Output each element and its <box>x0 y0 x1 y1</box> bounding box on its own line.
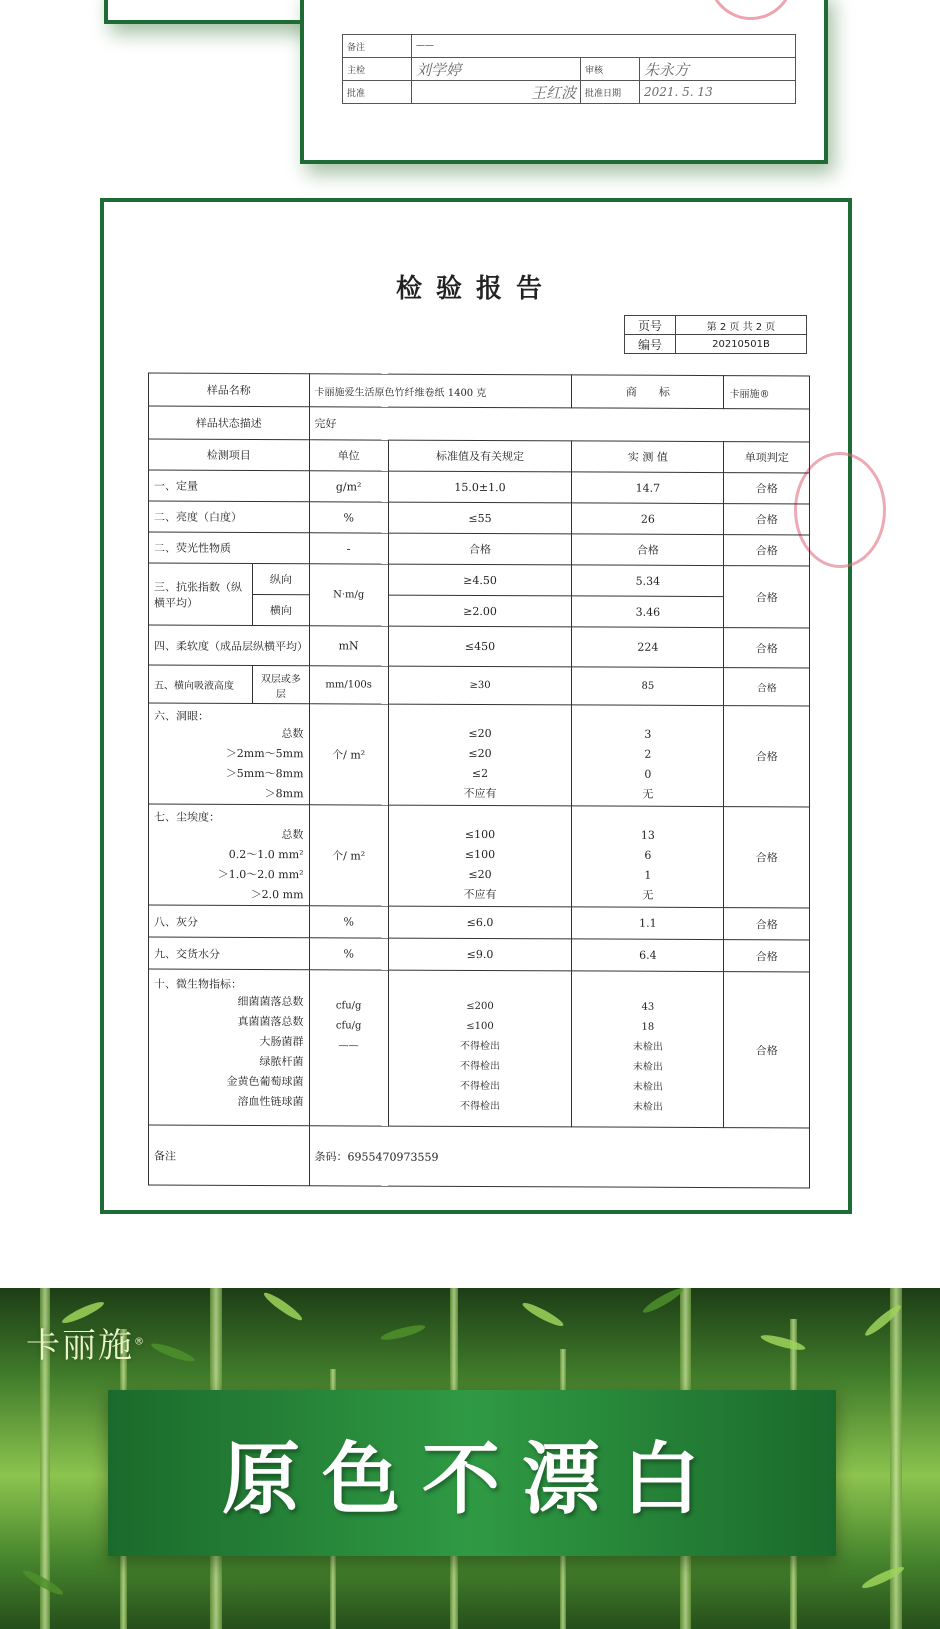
sub-item-label: 双层或多层 <box>253 666 309 704</box>
standard-cell: 15.0±1.0 <box>388 471 571 503</box>
table-header-row <box>149 439 810 473</box>
verdict-cell: 合格 <box>724 972 810 1128</box>
verdict-cell: 合格 <box>724 668 810 706</box>
sub-item-label: 大肠菌群 <box>259 1035 304 1049</box>
standard-cell: ≤2 <box>471 766 489 781</box>
unit-cell: —— <box>338 1040 359 1052</box>
standard-cell: ≤20 <box>468 746 492 761</box>
sub-item-label: ＞2mm～5mm <box>225 746 304 761</box>
verdict-cell: 合格 <box>724 628 810 668</box>
standard-cell: 合格 <box>388 533 571 565</box>
measured-cell: 6.4 <box>572 939 724 972</box>
table-row <box>149 406 810 442</box>
standard-cell: 不得检出 <box>460 1060 501 1073</box>
trademark: 卡丽施® <box>724 376 810 409</box>
standard-cell: ≤100 <box>464 847 496 862</box>
header-unit: 单位 <box>309 440 388 471</box>
sample-name-label: 样品名称 <box>149 373 310 407</box>
unit-cell: cfu/g <box>335 1020 362 1032</box>
item-label: 四、柔软度（成品层纵横平均） <box>149 625 310 666</box>
approve-date: 2021. 5. 13 <box>644 85 713 99</box>
unit-cell: % <box>309 906 388 938</box>
table-row <box>149 804 810 908</box>
measured-cell: 未检出 <box>632 1061 663 1073</box>
standard-cell: 不应有 <box>463 786 497 801</box>
slogan-panel <box>108 1390 836 1556</box>
item-label: 九、交货水分 <box>149 937 310 970</box>
item-label: 十、微生物指标： <box>154 977 242 991</box>
item-label: 二、荧光性物质 <box>149 532 310 564</box>
page-number-box <box>624 315 807 354</box>
standard-cell: 不得检出 <box>460 1080 501 1093</box>
table-row <box>149 625 810 668</box>
state-value: 完好 <box>309 407 809 442</box>
verdict-cell: 合格 <box>724 807 810 908</box>
verdict-cell: 合格 <box>724 908 810 940</box>
standard-cell: ≤6.0 <box>388 906 571 939</box>
standard-cell: ≤20 <box>468 726 492 741</box>
sub-item-label: 0.2～1.0 mm² <box>228 847 304 862</box>
inspector-signature: 刘学婷 <box>416 60 462 79</box>
signoff-table <box>342 34 796 104</box>
table-row <box>149 665 810 706</box>
reviewer-signature: 朱永方 <box>644 60 690 79</box>
standard-cell: ≥4.50 <box>388 564 571 596</box>
approve-date-label: 批准日期 <box>581 81 640 104</box>
unit-cell: mN <box>309 626 388 666</box>
sub-item-label: 金黄色葡萄球菌 <box>226 1074 304 1089</box>
table-row <box>149 373 810 409</box>
page-value: 第 2 页 共 2 页 <box>676 316 807 335</box>
table-row <box>149 532 810 566</box>
sample-name: 卡丽施爱生活原色竹纤维卷纸 1400 克 <box>309 374 572 408</box>
table-row <box>149 905 810 940</box>
standard-cell: 不得检出 <box>460 1040 501 1053</box>
table-row <box>149 937 810 972</box>
unit-cell: % <box>309 502 388 533</box>
standard-cell: ≥30 <box>388 666 571 705</box>
sub-item-label: 总数 <box>281 828 304 842</box>
inspector-label: 主检 <box>343 58 412 81</box>
unit-cell: % <box>309 938 388 970</box>
brand-logo: 卡丽施® <box>26 1326 146 1366</box>
table-row <box>149 501 810 535</box>
verdict-cell: 合格 <box>724 535 810 566</box>
measured-cell: 14.7 <box>572 472 724 504</box>
bamboo-banner <box>0 1288 940 1629</box>
signoff-card <box>300 0 828 164</box>
measured-cell: 6 <box>644 848 652 862</box>
remark-label: 备注 <box>149 1125 310 1186</box>
item-label: 七、尘埃度： <box>154 810 220 824</box>
approver-label: 批准 <box>343 81 412 104</box>
measured-cell: 未检出 <box>632 1041 663 1053</box>
table-row <box>149 470 810 504</box>
note-label: 备注 <box>343 35 412 58</box>
measured-cell: 未检出 <box>632 1081 663 1093</box>
standard-cell: ≥2.00 <box>388 595 571 627</box>
unit-cell: 个/ m² <box>309 704 388 805</box>
header-item: 检测项目 <box>149 439 310 471</box>
item-label: 三、抗张指数（纵横平均） <box>149 563 253 625</box>
sub-item-label: 真菌菌落总数 <box>237 1014 304 1029</box>
measured-cell: 1 <box>644 868 652 882</box>
item-label: 二、亮度（白度） <box>149 501 310 533</box>
inspection-report <box>100 198 852 1214</box>
measured-cell: 1.1 <box>572 907 724 940</box>
measured-cell: 18 <box>641 1021 655 1033</box>
item-label: 一、定量 <box>149 470 310 502</box>
remark-value: 条码：6955470973559 <box>309 1126 809 1188</box>
standard-cell: ≤20 <box>468 867 492 882</box>
sub-item-label: 溶血性链球菌 <box>237 1094 304 1109</box>
verdict-cell: 合格 <box>724 504 810 535</box>
measured-cell: 2 <box>644 747 652 761</box>
unit-cell: - <box>309 533 388 564</box>
approver-signature: 王红波 <box>530 83 576 102</box>
verdict-cell: 合格 <box>724 706 810 807</box>
sub-item-label: 总数 <box>281 727 304 741</box>
standard-cell: 不应有 <box>463 887 497 902</box>
item-label: 八、灰分 <box>149 905 310 938</box>
sub-item-label: ＞1.0～2.0 mm² <box>217 867 304 882</box>
standard-cell: ≤55 <box>388 502 571 534</box>
note-value: —— <box>412 35 796 58</box>
verdict-cell: 合格 <box>724 473 810 504</box>
unit-cell: cfu/g <box>335 1000 362 1012</box>
unit-cell: 个/ m² <box>309 805 388 906</box>
measured-cell: 3.46 <box>572 596 724 628</box>
measured-cell: 无 <box>642 787 654 801</box>
table-row <box>149 1125 810 1188</box>
measured-cell: 合格 <box>572 534 724 566</box>
standard-cell: 不得检出 <box>460 1100 501 1113</box>
header-standard: 标准值及有关规定 <box>388 440 571 472</box>
page-label: 页号 <box>625 316 676 335</box>
table-row <box>149 563 810 597</box>
measured-cell: 5.34 <box>572 565 724 597</box>
header-verdict: 单项判定 <box>724 442 810 473</box>
table-row <box>149 969 810 1128</box>
standard-cell: ≤100 <box>466 1020 494 1033</box>
reviewer-label: 审核 <box>581 58 640 81</box>
verdict-cell: 合格 <box>724 566 810 628</box>
sub-item-label: 纵向 <box>253 564 309 595</box>
standard-cell: ≤100 <box>464 827 496 842</box>
measured-cell: 85 <box>572 667 724 706</box>
measured-cell: 无 <box>642 888 654 902</box>
measured-cell: 224 <box>572 627 724 668</box>
unit-cell: mm/100s <box>309 666 388 704</box>
table-row <box>149 703 810 807</box>
sub-item-label: ＞5mm～8mm <box>225 766 304 781</box>
sub-item-label: 细菌菌落总数 <box>237 994 304 1009</box>
number-value: 20210501B <box>676 335 807 354</box>
state-label: 样品状态描述 <box>149 406 310 440</box>
unit-cell: N·m/g <box>309 564 388 626</box>
measured-cell: 未检出 <box>632 1101 663 1113</box>
sub-item-label: ＞8mm <box>264 787 304 801</box>
verdict-cell: 合格 <box>724 940 810 972</box>
measured-cell: 43 <box>641 1001 655 1013</box>
sub-item-label: 横向 <box>253 595 309 626</box>
results-table <box>148 373 810 1189</box>
standard-cell: ≤200 <box>466 1000 494 1013</box>
report-title: 检验报告 <box>395 274 556 304</box>
trademark-label: 商 标 <box>572 375 724 409</box>
item-label: 五、横向吸液高度 <box>149 665 253 703</box>
standard-cell: ≤450 <box>388 626 571 667</box>
measured-cell: 26 <box>572 503 724 535</box>
sub-item-label: ＞2.0 mm <box>250 888 304 902</box>
sub-item-label: 绿脓杆菌 <box>259 1055 304 1069</box>
measured-cell: 13 <box>640 828 655 842</box>
measured-cell: 3 <box>644 727 652 741</box>
standard-cell: ≤9.0 <box>388 938 571 971</box>
unit-cell: g/m² <box>309 471 388 502</box>
measured-cell: 0 <box>644 767 652 781</box>
red-seal-stamp <box>708 0 794 20</box>
number-label: 编号 <box>625 335 676 354</box>
item-label: 六、洞眼： <box>154 709 209 723</box>
slogan-text: 原色不漂白 <box>221 1435 722 1525</box>
header-measured: 实 测 值 <box>572 441 724 473</box>
